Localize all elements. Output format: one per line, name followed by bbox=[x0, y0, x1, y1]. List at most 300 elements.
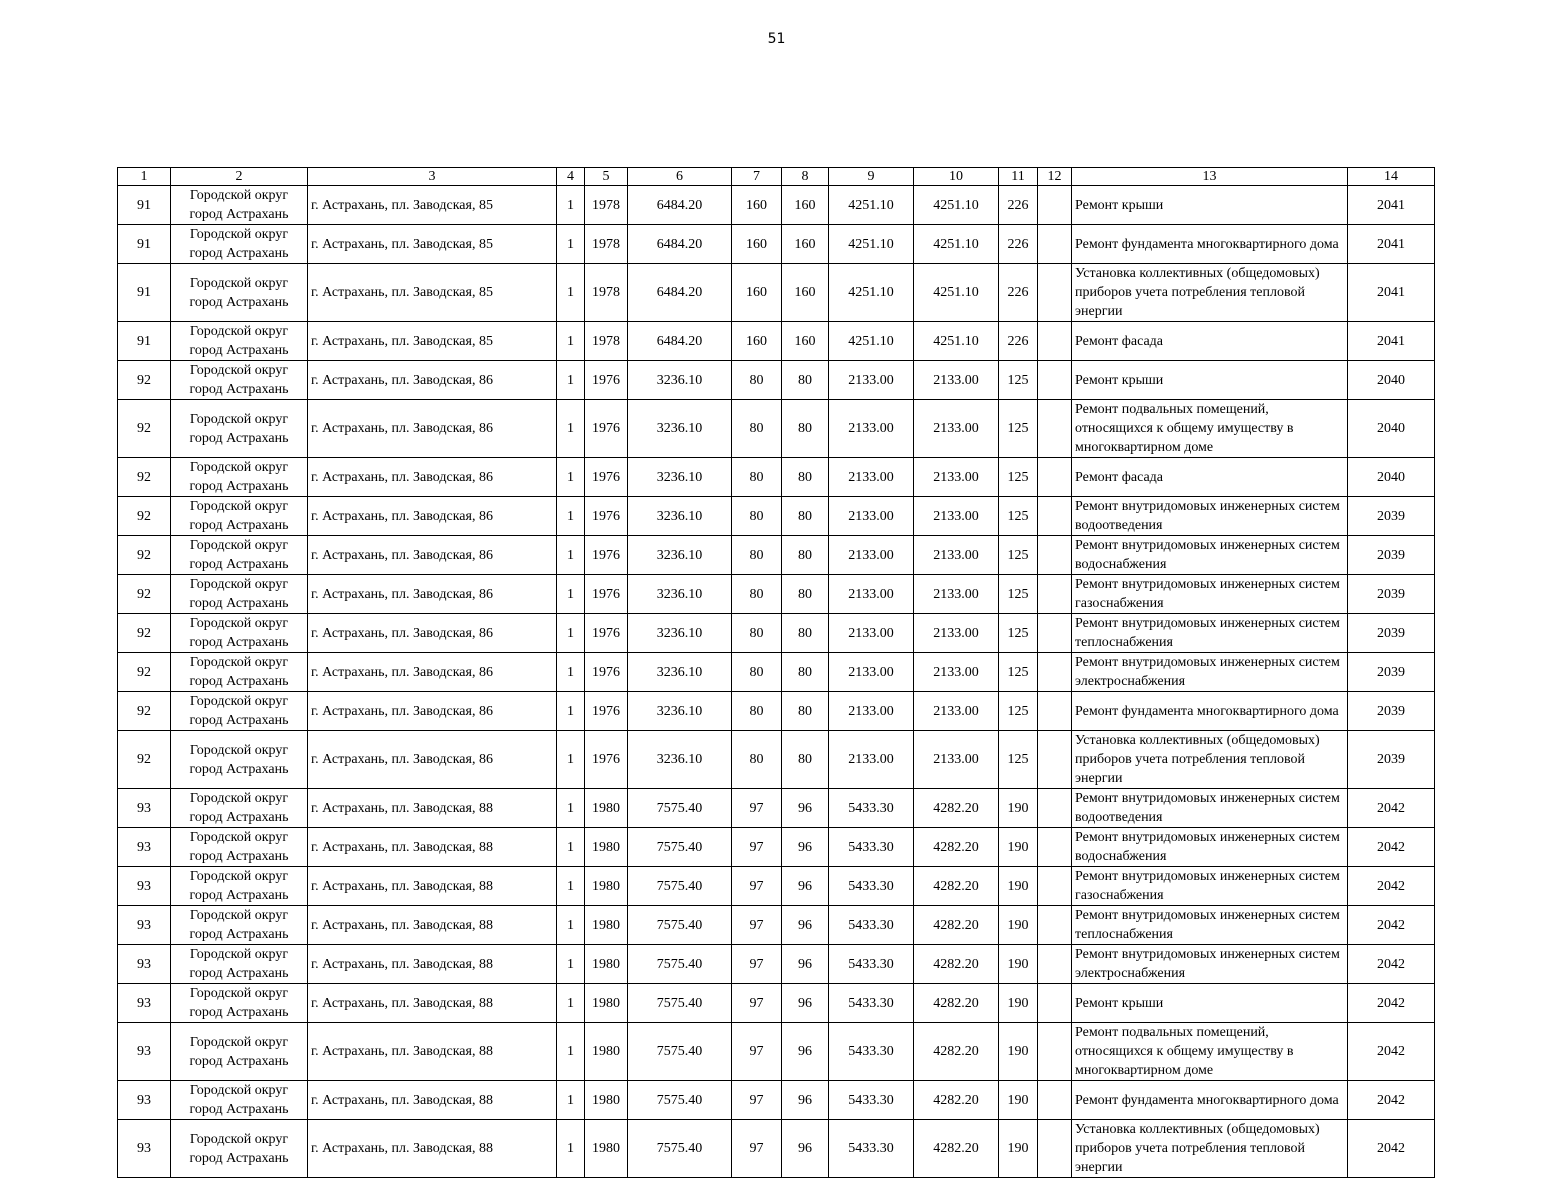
column-header: 1 bbox=[118, 168, 171, 186]
cell-col-9: 2133.00 bbox=[829, 575, 914, 614]
cell-municipality: Городской округ город Астрахань bbox=[171, 361, 308, 400]
cell-col-11: 190 bbox=[999, 828, 1038, 867]
table-row bbox=[118, 789, 1435, 828]
cell-col-9: 5433.30 bbox=[829, 867, 914, 906]
page-number: 51 bbox=[767, 31, 786, 47]
cell-col-7: 97 bbox=[732, 906, 782, 945]
cell-col-4: 1 bbox=[557, 264, 585, 322]
cell-municipality: Городской округ город Астрахань bbox=[171, 692, 308, 731]
cell-col-4: 1 bbox=[557, 497, 585, 536]
cell-col-12 bbox=[1038, 906, 1072, 945]
cell-planned-year: 2039 bbox=[1348, 536, 1435, 575]
cell-work-type: Ремонт внутридомовых инженерных систем водоотведения bbox=[1072, 789, 1348, 828]
cell-planned-year: 2042 bbox=[1348, 789, 1435, 828]
table-header bbox=[118, 168, 1435, 186]
table-row bbox=[118, 264, 1435, 322]
cell-planned-year: 2042 bbox=[1348, 906, 1435, 945]
cell-year: 1980 bbox=[585, 867, 628, 906]
cell-col-11: 190 bbox=[999, 1120, 1038, 1178]
cell-col-11: 125 bbox=[999, 692, 1038, 731]
cell-col-8: 80 bbox=[782, 575, 829, 614]
cell-col-11: 125 bbox=[999, 458, 1038, 497]
column-header: 13 bbox=[1072, 168, 1348, 186]
cell-col-9: 5433.30 bbox=[829, 1023, 914, 1081]
cell-col-10: 2133.00 bbox=[914, 692, 999, 731]
cell-col-6: 3236.10 bbox=[628, 653, 732, 692]
cell-planned-year: 2041 bbox=[1348, 322, 1435, 361]
cell-col-4: 1 bbox=[557, 906, 585, 945]
cell-address: г. Астрахань, пл. Заводская, 85 bbox=[308, 186, 557, 225]
cell-municipality: Городской округ город Астрахань bbox=[171, 653, 308, 692]
cell-row-number: 93 bbox=[118, 1023, 171, 1081]
cell-col-10: 4282.20 bbox=[914, 984, 999, 1023]
cell-col-12 bbox=[1038, 731, 1072, 789]
cell-year: 1980 bbox=[585, 906, 628, 945]
cell-col-10: 4282.20 bbox=[914, 789, 999, 828]
cell-col-8: 96 bbox=[782, 1023, 829, 1081]
cell-address: г. Астрахань, пл. Заводская, 86 bbox=[308, 575, 557, 614]
cell-col-11: 226 bbox=[999, 264, 1038, 322]
cell-municipality: Городской округ город Астрахань bbox=[171, 731, 308, 789]
table-row bbox=[118, 945, 1435, 984]
cell-address: г. Астрахань, пл. Заводская, 86 bbox=[308, 400, 557, 458]
cell-col-10: 2133.00 bbox=[914, 400, 999, 458]
cell-municipality: Городской округ город Астрахань bbox=[171, 400, 308, 458]
cell-col-9: 2133.00 bbox=[829, 614, 914, 653]
cell-address: г. Астрахань, пл. Заводская, 86 bbox=[308, 614, 557, 653]
cell-col-8: 96 bbox=[782, 867, 829, 906]
cell-col-7: 160 bbox=[732, 264, 782, 322]
cell-address: г. Астрахань, пл. Заводская, 88 bbox=[308, 984, 557, 1023]
cell-address: г. Астрахань, пл. Заводская, 88 bbox=[308, 1081, 557, 1120]
cell-row-number: 92 bbox=[118, 575, 171, 614]
cell-col-9: 5433.30 bbox=[829, 906, 914, 945]
cell-col-4: 1 bbox=[557, 692, 585, 731]
cell-work-type: Ремонт подвальных помещений, относящихся к общему имуществу в многоквартирном доме bbox=[1072, 1023, 1348, 1081]
cell-col-4: 1 bbox=[557, 225, 585, 264]
cell-col-8: 96 bbox=[782, 789, 829, 828]
cell-col-9: 2133.00 bbox=[829, 731, 914, 789]
cell-address: г. Астрахань, пл. Заводская, 85 bbox=[308, 225, 557, 264]
cell-col-9: 2133.00 bbox=[829, 497, 914, 536]
cell-municipality: Городской округ город Астрахань bbox=[171, 984, 308, 1023]
cell-col-10: 2133.00 bbox=[914, 497, 999, 536]
column-header: 8 bbox=[782, 168, 829, 186]
cell-municipality: Городской округ город Астрахань bbox=[171, 225, 308, 264]
cell-row-number: 92 bbox=[118, 692, 171, 731]
cell-work-type: Ремонт фасада bbox=[1072, 458, 1348, 497]
cell-col-6: 7575.40 bbox=[628, 828, 732, 867]
cell-year: 1980 bbox=[585, 1023, 628, 1081]
cell-col-9: 4251.10 bbox=[829, 186, 914, 225]
cell-col-12 bbox=[1038, 789, 1072, 828]
cell-col-11: 226 bbox=[999, 225, 1038, 264]
cell-col-9: 2133.00 bbox=[829, 400, 914, 458]
cell-work-type: Ремонт фундамента многоквартирного дома bbox=[1072, 692, 1348, 731]
cell-row-number: 93 bbox=[118, 1081, 171, 1120]
cell-row-number: 93 bbox=[118, 906, 171, 945]
cell-col-10: 4251.10 bbox=[914, 264, 999, 322]
cell-col-7: 97 bbox=[732, 1023, 782, 1081]
cell-year: 1978 bbox=[585, 225, 628, 264]
cell-col-6: 3236.10 bbox=[628, 692, 732, 731]
cell-col-8: 96 bbox=[782, 945, 829, 984]
cell-municipality: Городской округ город Астрахань bbox=[171, 322, 308, 361]
cell-col-9: 2133.00 bbox=[829, 458, 914, 497]
table-row bbox=[118, 1023, 1435, 1081]
table-row bbox=[118, 867, 1435, 906]
cell-row-number: 91 bbox=[118, 225, 171, 264]
cell-col-8: 80 bbox=[782, 400, 829, 458]
cell-address: г. Астрахань, пл. Заводская, 88 bbox=[308, 867, 557, 906]
cell-col-12 bbox=[1038, 1081, 1072, 1120]
cell-col-9: 5433.30 bbox=[829, 1120, 914, 1178]
column-header: 11 bbox=[999, 168, 1038, 186]
cell-col-10: 2133.00 bbox=[914, 731, 999, 789]
cell-col-4: 1 bbox=[557, 361, 585, 400]
cell-col-8: 96 bbox=[782, 906, 829, 945]
cell-col-8: 96 bbox=[782, 1081, 829, 1120]
cell-work-type: Ремонт фундамента многоквартирного дома bbox=[1072, 1081, 1348, 1120]
cell-col-12 bbox=[1038, 867, 1072, 906]
cell-col-10: 4282.20 bbox=[914, 945, 999, 984]
cell-address: г. Астрахань, пл. Заводская, 85 bbox=[308, 264, 557, 322]
cell-col-9: 4251.10 bbox=[829, 322, 914, 361]
cell-planned-year: 2039 bbox=[1348, 731, 1435, 789]
cell-col-7: 80 bbox=[732, 614, 782, 653]
cell-municipality: Городской округ город Астрахань bbox=[171, 789, 308, 828]
cell-work-type: Ремонт внутридомовых инженерных систем теплоснабжения bbox=[1072, 614, 1348, 653]
table-row bbox=[118, 984, 1435, 1023]
cell-year: 1976 bbox=[585, 536, 628, 575]
cell-planned-year: 2040 bbox=[1348, 458, 1435, 497]
cell-col-4: 1 bbox=[557, 945, 585, 984]
cell-col-12 bbox=[1038, 653, 1072, 692]
cell-work-type: Ремонт внутридомовых инженерных систем газоснабжения bbox=[1072, 575, 1348, 614]
cell-col-11: 190 bbox=[999, 1023, 1038, 1081]
cell-col-8: 80 bbox=[782, 458, 829, 497]
cell-col-6: 7575.40 bbox=[628, 984, 732, 1023]
cell-col-10: 2133.00 bbox=[914, 361, 999, 400]
cell-col-8: 160 bbox=[782, 264, 829, 322]
cell-col-11: 125 bbox=[999, 614, 1038, 653]
cell-municipality: Городской округ город Астрахань bbox=[171, 1023, 308, 1081]
cell-col-9: 5433.30 bbox=[829, 789, 914, 828]
cell-col-6: 3236.10 bbox=[628, 497, 732, 536]
cell-address: г. Астрахань, пл. Заводская, 88 bbox=[308, 1023, 557, 1081]
cell-col-6: 7575.40 bbox=[628, 1023, 732, 1081]
cell-address: г. Астрахань, пл. Заводская, 86 bbox=[308, 361, 557, 400]
cell-col-12 bbox=[1038, 400, 1072, 458]
cell-row-number: 93 bbox=[118, 945, 171, 984]
cell-year: 1976 bbox=[585, 400, 628, 458]
cell-row-number: 92 bbox=[118, 653, 171, 692]
cell-col-4: 1 bbox=[557, 867, 585, 906]
cell-col-10: 4282.20 bbox=[914, 1081, 999, 1120]
cell-col-7: 160 bbox=[732, 186, 782, 225]
table-row bbox=[118, 906, 1435, 945]
cell-col-9: 2133.00 bbox=[829, 536, 914, 575]
header-row bbox=[118, 168, 1435, 186]
cell-col-6: 7575.40 bbox=[628, 1081, 732, 1120]
cell-col-8: 80 bbox=[782, 497, 829, 536]
table-row bbox=[118, 225, 1435, 264]
cell-col-12 bbox=[1038, 322, 1072, 361]
column-header: 3 bbox=[308, 168, 557, 186]
cell-col-6: 7575.40 bbox=[628, 789, 732, 828]
cell-col-12 bbox=[1038, 264, 1072, 322]
cell-col-8: 160 bbox=[782, 186, 829, 225]
cell-col-10: 2133.00 bbox=[914, 536, 999, 575]
cell-col-9: 2133.00 bbox=[829, 653, 914, 692]
cell-col-10: 4251.10 bbox=[914, 322, 999, 361]
cell-col-6: 3236.10 bbox=[628, 614, 732, 653]
cell-year: 1976 bbox=[585, 497, 628, 536]
cell-year: 1980 bbox=[585, 1120, 628, 1178]
cell-year: 1976 bbox=[585, 731, 628, 789]
cell-municipality: Городской округ город Астрахань bbox=[171, 536, 308, 575]
cell-work-type: Ремонт фасада bbox=[1072, 322, 1348, 361]
cell-address: г. Астрахань, пл. Заводская, 85 bbox=[308, 322, 557, 361]
cell-col-11: 190 bbox=[999, 945, 1038, 984]
cell-col-10: 2133.00 bbox=[914, 614, 999, 653]
cell-planned-year: 2040 bbox=[1348, 361, 1435, 400]
cell-row-number: 91 bbox=[118, 186, 171, 225]
cell-col-12 bbox=[1038, 497, 1072, 536]
cell-year: 1976 bbox=[585, 614, 628, 653]
cell-col-12 bbox=[1038, 692, 1072, 731]
cell-col-4: 1 bbox=[557, 1081, 585, 1120]
cell-col-7: 80 bbox=[732, 458, 782, 497]
cell-col-7: 80 bbox=[732, 575, 782, 614]
cell-col-9: 5433.30 bbox=[829, 945, 914, 984]
cell-col-11: 190 bbox=[999, 867, 1038, 906]
cell-row-number: 91 bbox=[118, 322, 171, 361]
cell-col-11: 125 bbox=[999, 575, 1038, 614]
cell-col-9: 2133.00 bbox=[829, 692, 914, 731]
cell-col-7: 80 bbox=[732, 497, 782, 536]
cell-col-8: 80 bbox=[782, 731, 829, 789]
cell-row-number: 92 bbox=[118, 497, 171, 536]
cell-col-4: 1 bbox=[557, 1120, 585, 1178]
cell-col-8: 80 bbox=[782, 692, 829, 731]
column-header: 6 bbox=[628, 168, 732, 186]
cell-col-11: 190 bbox=[999, 789, 1038, 828]
column-header: 5 bbox=[585, 168, 628, 186]
cell-col-7: 160 bbox=[732, 225, 782, 264]
cell-planned-year: 2042 bbox=[1348, 828, 1435, 867]
cell-col-6: 3236.10 bbox=[628, 575, 732, 614]
cell-municipality: Городской округ город Астрахань bbox=[171, 186, 308, 225]
cell-col-9: 4251.10 bbox=[829, 225, 914, 264]
cell-col-7: 80 bbox=[732, 692, 782, 731]
cell-row-number: 91 bbox=[118, 264, 171, 322]
cell-col-11: 125 bbox=[999, 361, 1038, 400]
cell-municipality: Городской округ город Астрахань bbox=[171, 264, 308, 322]
cell-col-10: 4251.10 bbox=[914, 186, 999, 225]
cell-address: г. Астрахань, пл. Заводская, 86 bbox=[308, 692, 557, 731]
cell-work-type: Ремонт крыши bbox=[1072, 186, 1348, 225]
cell-col-6: 3236.10 bbox=[628, 731, 732, 789]
cell-year: 1976 bbox=[585, 692, 628, 731]
cell-row-number: 92 bbox=[118, 458, 171, 497]
cell-col-8: 80 bbox=[782, 614, 829, 653]
table-row bbox=[118, 458, 1435, 497]
cell-planned-year: 2041 bbox=[1348, 225, 1435, 264]
column-header: 2 bbox=[171, 168, 308, 186]
cell-col-8: 96 bbox=[782, 1120, 829, 1178]
cell-col-9: 5433.30 bbox=[829, 984, 914, 1023]
cell-col-11: 125 bbox=[999, 400, 1038, 458]
cell-address: г. Астрахань, пл. Заводская, 86 bbox=[308, 731, 557, 789]
cell-col-6: 7575.40 bbox=[628, 867, 732, 906]
cell-col-11: 226 bbox=[999, 186, 1038, 225]
cell-municipality: Городской округ город Астрахань bbox=[171, 945, 308, 984]
table-row bbox=[118, 361, 1435, 400]
cell-col-12 bbox=[1038, 945, 1072, 984]
cell-address: г. Астрахань, пл. Заводская, 88 bbox=[308, 945, 557, 984]
table-row bbox=[118, 1081, 1435, 1120]
cell-col-10: 2133.00 bbox=[914, 653, 999, 692]
cell-col-11: 226 bbox=[999, 322, 1038, 361]
cell-work-type: Ремонт внутридомовых инженерных систем водоснабжения bbox=[1072, 536, 1348, 575]
cell-municipality: Городской округ город Астрахань bbox=[171, 575, 308, 614]
cell-col-10: 4282.20 bbox=[914, 867, 999, 906]
cell-col-6: 6484.20 bbox=[628, 322, 732, 361]
cell-col-4: 1 bbox=[557, 1023, 585, 1081]
cell-col-9: 4251.10 bbox=[829, 264, 914, 322]
cell-col-7: 97 bbox=[732, 1120, 782, 1178]
cell-col-6: 6484.20 bbox=[628, 225, 732, 264]
cell-year: 1978 bbox=[585, 322, 628, 361]
cell-col-12 bbox=[1038, 458, 1072, 497]
cell-col-11: 190 bbox=[999, 984, 1038, 1023]
cell-year: 1978 bbox=[585, 186, 628, 225]
cell-col-11: 190 bbox=[999, 906, 1038, 945]
table-row bbox=[118, 186, 1435, 225]
cell-row-number: 93 bbox=[118, 867, 171, 906]
cell-col-4: 1 bbox=[557, 186, 585, 225]
cell-col-7: 97 bbox=[732, 789, 782, 828]
table-row bbox=[118, 614, 1435, 653]
cell-address: г. Астрахань, пл. Заводская, 86 bbox=[308, 536, 557, 575]
cell-col-7: 80 bbox=[732, 653, 782, 692]
cell-col-12 bbox=[1038, 614, 1072, 653]
cell-year: 1980 bbox=[585, 984, 628, 1023]
cell-col-6: 7575.40 bbox=[628, 1120, 732, 1178]
cell-year: 1980 bbox=[585, 828, 628, 867]
cell-col-10: 4251.10 bbox=[914, 225, 999, 264]
cell-address: г. Астрахань, пл. Заводская, 88 bbox=[308, 906, 557, 945]
cell-col-11: 190 bbox=[999, 1081, 1038, 1120]
cell-col-6: 6484.20 bbox=[628, 186, 732, 225]
cell-col-4: 1 bbox=[557, 731, 585, 789]
cell-planned-year: 2039 bbox=[1348, 497, 1435, 536]
cell-address: г. Астрахань, пл. Заводская, 88 bbox=[308, 828, 557, 867]
cell-col-4: 1 bbox=[557, 575, 585, 614]
cell-row-number: 92 bbox=[118, 731, 171, 789]
cell-col-12 bbox=[1038, 361, 1072, 400]
cell-col-7: 80 bbox=[732, 536, 782, 575]
cell-work-type: Ремонт внутридомовых инженерных систем электроснабжения bbox=[1072, 945, 1348, 984]
cell-row-number: 92 bbox=[118, 361, 171, 400]
cell-col-7: 97 bbox=[732, 828, 782, 867]
cell-col-7: 160 bbox=[732, 322, 782, 361]
cell-col-8: 96 bbox=[782, 828, 829, 867]
cell-municipality: Городской округ город Астрахань bbox=[171, 614, 308, 653]
cell-work-type: Ремонт подвальных помещений, относящихся к общему имуществу в многоквартирном доме bbox=[1072, 400, 1348, 458]
cell-col-6: 7575.40 bbox=[628, 906, 732, 945]
cell-work-type: Установка коллективных (общедомовых) приборов учета потребления тепловой энергии bbox=[1072, 731, 1348, 789]
cell-row-number: 92 bbox=[118, 614, 171, 653]
cell-municipality: Городской округ город Астрахань bbox=[171, 1120, 308, 1178]
cell-work-type: Ремонт крыши bbox=[1072, 984, 1348, 1023]
cell-col-9: 5433.30 bbox=[829, 1081, 914, 1120]
cell-col-10: 4282.20 bbox=[914, 906, 999, 945]
cell-work-type: Ремонт внутридомовых инженерных систем электроснабжения bbox=[1072, 653, 1348, 692]
cell-col-4: 1 bbox=[557, 789, 585, 828]
cell-col-12 bbox=[1038, 1120, 1072, 1178]
cell-col-8: 80 bbox=[782, 361, 829, 400]
cell-col-12 bbox=[1038, 1023, 1072, 1081]
cell-municipality: Городской округ город Астрахань bbox=[171, 497, 308, 536]
cell-planned-year: 2040 bbox=[1348, 400, 1435, 458]
cell-col-7: 97 bbox=[732, 867, 782, 906]
repair-schedule-table bbox=[117, 167, 1435, 1178]
cell-col-11: 125 bbox=[999, 731, 1038, 789]
cell-planned-year: 2042 bbox=[1348, 984, 1435, 1023]
cell-work-type: Ремонт внутридомовых инженерных систем теплоснабжения bbox=[1072, 906, 1348, 945]
cell-year: 1976 bbox=[585, 361, 628, 400]
cell-col-6: 3236.10 bbox=[628, 458, 732, 497]
cell-col-12 bbox=[1038, 186, 1072, 225]
cell-col-11: 125 bbox=[999, 497, 1038, 536]
cell-work-type: Ремонт крыши bbox=[1072, 361, 1348, 400]
cell-planned-year: 2039 bbox=[1348, 614, 1435, 653]
cell-municipality: Городской округ город Астрахань bbox=[171, 1081, 308, 1120]
column-header: 10 bbox=[914, 168, 999, 186]
cell-year: 1978 bbox=[585, 264, 628, 322]
cell-year: 1980 bbox=[585, 1081, 628, 1120]
column-header: 14 bbox=[1348, 168, 1435, 186]
table-row bbox=[118, 322, 1435, 361]
cell-address: г. Астрахань, пл. Заводская, 86 bbox=[308, 497, 557, 536]
cell-col-4: 1 bbox=[557, 984, 585, 1023]
cell-planned-year: 2039 bbox=[1348, 575, 1435, 614]
cell-col-8: 96 bbox=[782, 984, 829, 1023]
cell-row-number: 93 bbox=[118, 789, 171, 828]
cell-address: г. Астрахань, пл. Заводская, 88 bbox=[308, 1120, 557, 1178]
table-row bbox=[118, 731, 1435, 789]
cell-planned-year: 2042 bbox=[1348, 1023, 1435, 1081]
cell-col-10: 2133.00 bbox=[914, 575, 999, 614]
cell-col-12 bbox=[1038, 536, 1072, 575]
cell-year: 1976 bbox=[585, 653, 628, 692]
cell-col-7: 80 bbox=[732, 400, 782, 458]
cell-col-4: 1 bbox=[557, 322, 585, 361]
cell-work-type: Ремонт внутридомовых инженерных систем водоотведения bbox=[1072, 497, 1348, 536]
column-header: 7 bbox=[732, 168, 782, 186]
cell-row-number: 92 bbox=[118, 400, 171, 458]
cell-col-12 bbox=[1038, 828, 1072, 867]
cell-col-12 bbox=[1038, 575, 1072, 614]
cell-col-6: 3236.10 bbox=[628, 400, 732, 458]
cell-address: г. Астрахань, пл. Заводская, 86 bbox=[308, 653, 557, 692]
cell-col-6: 3236.10 bbox=[628, 361, 732, 400]
cell-col-7: 80 bbox=[732, 731, 782, 789]
cell-planned-year: 2042 bbox=[1348, 1081, 1435, 1120]
cell-year: 1976 bbox=[585, 575, 628, 614]
